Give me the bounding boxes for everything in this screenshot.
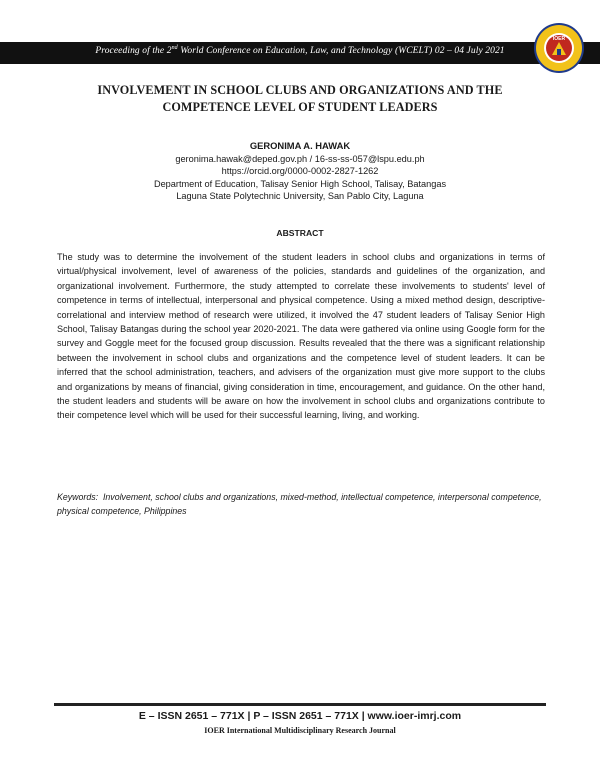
- affiliation-1: Department of Education, Talisay Senior High School, Talisay, Batangas: [153, 178, 447, 189]
- title-line-2: COMPETENCE LEVEL OF STUDENT LEADERS: [162, 100, 438, 114]
- abstract-heading: ABSTRACT: [276, 228, 324, 238]
- title-line-1: INVOLVEMENT IN SCHOOL CLUBS AND ORGANIZATIONS AND THE: [97, 83, 503, 97]
- author-orcid: https://orcid.org/0000-0002-2827-1262: [221, 166, 379, 176]
- author-emails: geronima.hawak@deped.gov.ph / 16-ss-ss-057@lspu.edu.ph: [175, 153, 425, 164]
- author-name: GERONIMA A. HAWAK: [249, 140, 351, 151]
- footer-journal: IOER International Multidisciplinary Research Journal: [204, 726, 396, 735]
- keywords-label: Keywords:: [57, 492, 99, 502]
- ioer-logo: [533, 22, 585, 74]
- paper-title: [60, 82, 540, 116]
- footer-issn: E – ISSN 2651 – 771X | P – ISSN 2651 – 771X | www.ioer-imrj.com: [138, 710, 462, 722]
- keywords-list: Involvement, school clubs and organizations, mixed-method, intellectual competence, interpersonal competence, physical competence, Philippines: [57, 492, 542, 516]
- keywords: [57, 490, 545, 518]
- footer-rule: [54, 703, 546, 706]
- author-block: [100, 140, 500, 203]
- abstract-body: The study was to determine the involvement of the student leaders in school clubs and organizations in terms of virtual/physical involvement, level of awareness of the policies, standards and guidelines of the organization, and organizational involvement. Furthermore, the study attempted to correlate these involvements to students' level of competence in terms of intellectual, interpersonal and physical competence. Using a mixed method design, descriptive-correlational and interview method of research were utilized, it involved the 47 student leaders of Talisay Senior High School, Talisay Batangas during the school year 2020-2021. The data were gathered via online using Google form for the survey and Goggle meet for the focused group discussion. Results revealed that the there was a significant relationship between the involvement in school clubs and organizations and the competence level of student leaders. It can be inferred that the school administration, teachers, and advisers of the organization must give more support to the clubs and organizations by means of financial, giving consideration in time, encouragement, and guidance. On the other hand, the student leaders and students will be aware on how the involvement in school clubs and organizations contribute to their competence level which will be used for their successful learning, living, and working.: [57, 252, 545, 421]
- conference-header: Proceeding of the 2nd World Conference on Education, Law, and Technology (WCELT) 02 – 04 July 2021: [95, 45, 505, 57]
- affiliation-2: Laguna State Polytechnic University, San Pablo City, Laguna: [176, 191, 424, 201]
- logo-wordmark: IOER: [552, 36, 566, 42]
